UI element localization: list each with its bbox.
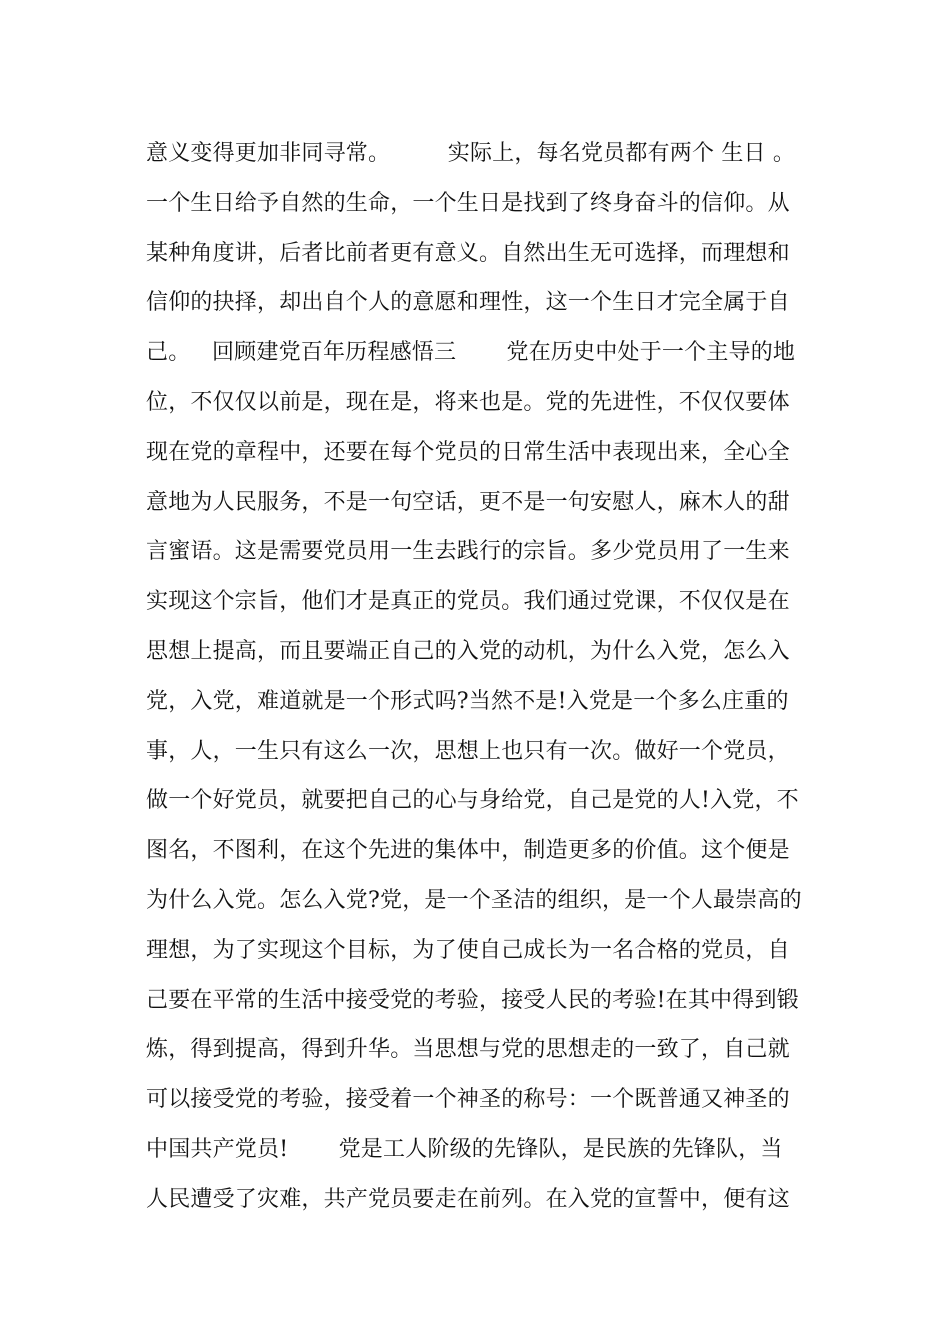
body-text [146,129,816,1225]
text-line: 意义变得更加非同寻常。 实际上，每名党员都有两个 生日 。 [146,141,796,166]
text-line: 人民遭受了灾难，共产党员要走在前列。在入党的宣誓中，便有这 [146,1186,790,1212]
text-line: 图名，不图利，在这个先进的集体中，制造更多的价值。这个便是 [146,838,790,864]
text-line: 位，不仅仅以前是，现在是，将来也是。党的先进性，不仅仅要体 [146,389,790,415]
text-line: 一个生日给予自然的生命，一个生日是找到了终身奋斗的信仰。从 [146,190,790,216]
text-line: 意地为人民服务，不是一句空话，更不是一句安慰人，麻木人的甜 [146,489,790,515]
text-line: 中国共产党员! 党是工人阶级的先锋队，是民族的先锋队，当 [146,1136,783,1162]
text-line: 可以接受党的考验，接受着一个神圣的称号：一个既普通又神圣的 [146,1087,790,1113]
text-line: 炼，得到提高，得到升华。当思想与党的思想走的一致了，自己就 [146,1037,790,1063]
text-line: 实现这个宗旨，他们才是真正的党员。我们通过党课，不仅仅是在 [146,589,790,615]
text-line: 思想上提高，而且要端正自己的入党的动机，为什么入党，怎么入 [146,638,790,664]
text-line: 己。 回顾建党百年历程感悟三 党在历史中处于一个主导的地 [146,340,796,366]
text-line: 己要在平常的生活中接受党的考验，接受人民的考验!在其中得到锻 [146,987,799,1013]
text-line: 理想，为了实现这个目标，为了使自己成长为一名合格的党员，自 [146,937,790,963]
text-line: 事，人，一生只有这么一次，思想上也只有一次。做好一个党员， [146,738,790,764]
text-line: 信仰的抉择，却出自个人的意愿和理性，这一个生日才完全属于自 [146,290,790,316]
text-line: 党，入党，难道就是一个形式吗?当然不是!入党是一个多么庄重的 [146,688,789,714]
text-line: 某种角度讲，后者比前者更有意义。自然出生无可选择，而理想和 [146,240,790,266]
text-line: 言蜜语。这是需要党员用一生去践行的宗旨。多少党员用了一生来 [146,539,790,565]
text-line: 现在党的章程中，还要在每个党员的日常生活中表现出来，全心全 [146,439,790,465]
text-line: 为什么入党。怎么入党?党，是一个圣洁的组织，是一个人最崇高的 [146,887,802,913]
text-line: 做一个好党员，就要把自己的心与身给党，自己是党的人!入党，不 [146,788,799,814]
